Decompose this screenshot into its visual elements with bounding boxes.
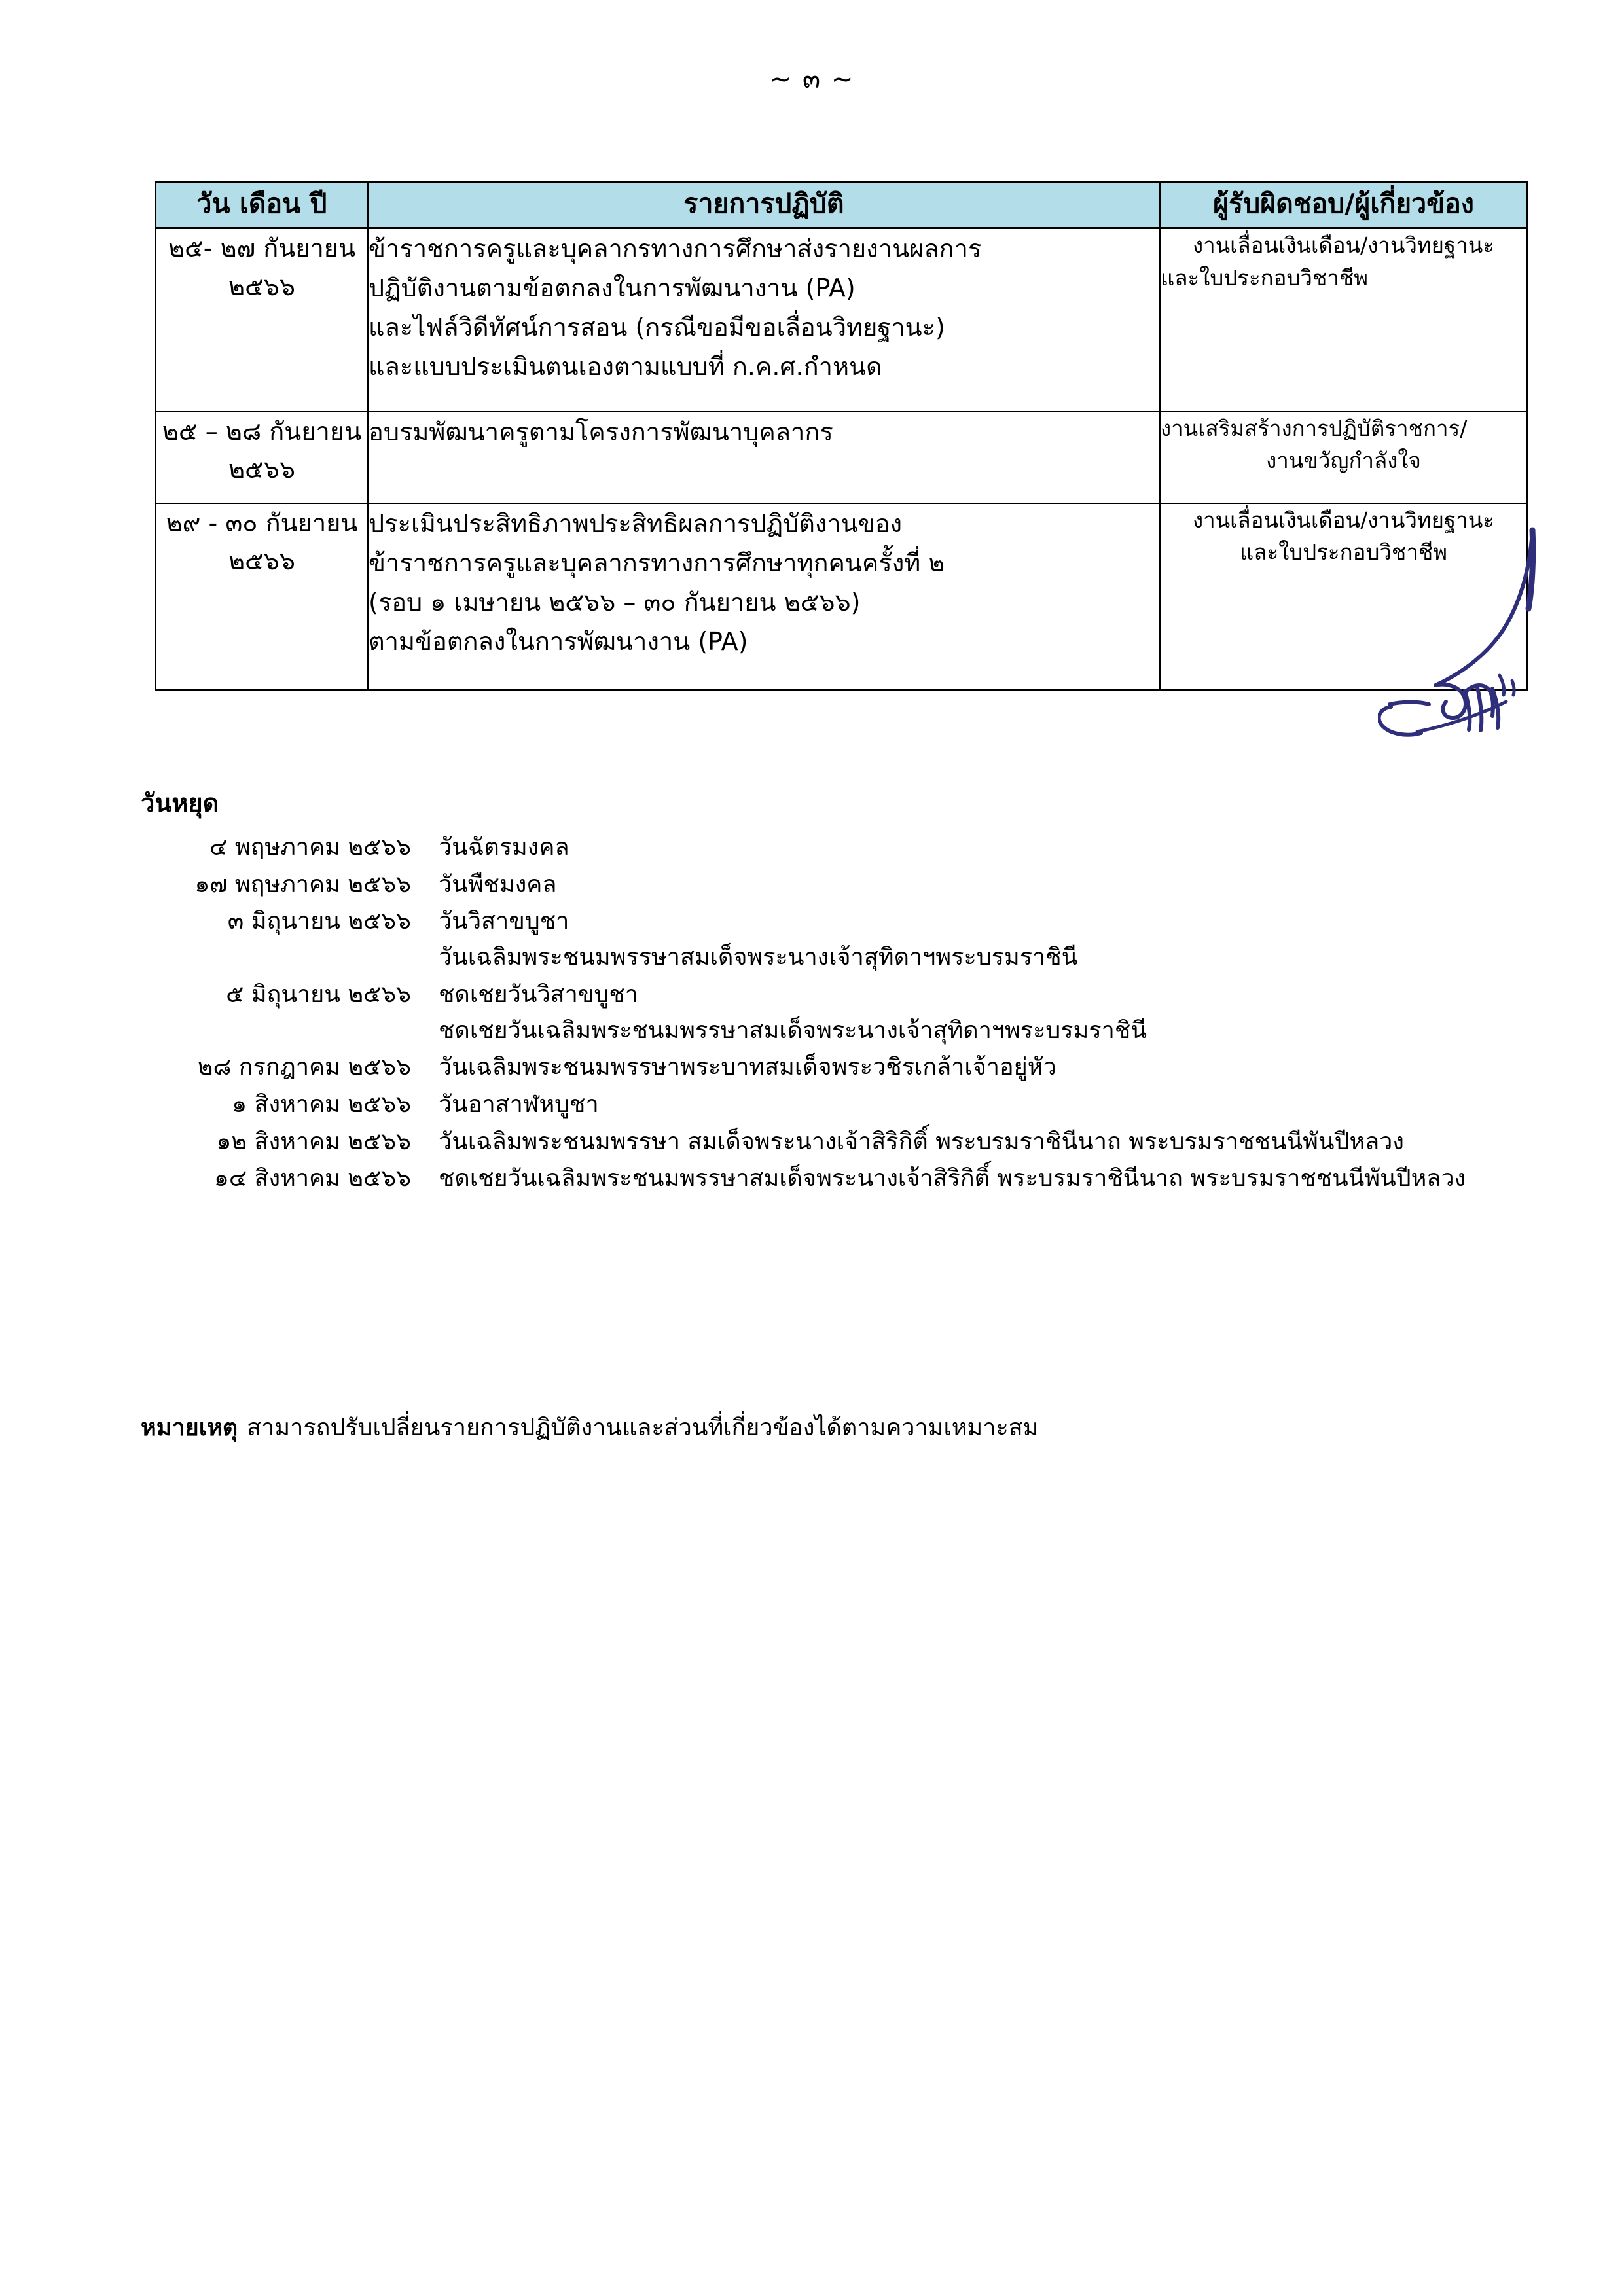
holiday-name: วันฉัตรมงคล	[439, 834, 569, 861]
detail-line: และแบบประเมินตนเองตามแบบที่ ก.ค.ศ.กำหนด	[369, 352, 882, 382]
cell-date	[156, 503, 368, 690]
holiday-name: วันเฉลิมพระชนมพรรษาสมเด็จพระนางเจ้าสุทิดาฯพระบรมราชินี	[439, 944, 1078, 971]
table-row	[156, 503, 1527, 690]
column-header-date: วัน เดือน ปี	[156, 182, 368, 228]
date-line: ๒๕ – ๒๘ กันยายน	[162, 416, 362, 446]
detail-line: ปฏิบัติงานตามข้อตกลงในการพัฒนางาน (PA)	[369, 274, 856, 303]
holiday-item	[141, 830, 1581, 866]
detail-line: และไฟล์วิดีทัศน์การสอน (กรณีขอมีขอเลื่อนวิทยฐานะ)	[369, 313, 945, 342]
detail-line: อบรมพัฒนาครูตามโครงการพัฒนาบุคลากร	[369, 417, 833, 446]
holiday-name: วันอาสาฬหบูชา	[439, 1091, 599, 1119]
cell-detail	[368, 228, 1160, 412]
holiday-name: วันพืชมงคล	[439, 870, 557, 898]
cell-detail	[368, 503, 1160, 690]
detail-line: (รอบ ๑ เมษายน ๒๕๖๖ – ๓๐ กันยายน ๒๕๖๖)	[369, 587, 861, 617]
cell-owner	[1160, 412, 1527, 503]
holiday-date: ๔ พฤษภาคม ๒๕๖๖	[209, 834, 411, 861]
holiday-names	[439, 904, 1581, 975]
column-header-owner: ผู้รับผิดชอบ/ผู้เกี่ยวข้อง	[1160, 182, 1527, 228]
date-line: ๒๕- ๒๗ กันยายน	[168, 234, 356, 262]
holiday-names	[439, 830, 1581, 866]
owner-line: และใบประกอบวิชาชีพ	[1239, 539, 1448, 565]
date-line: ๒๕๖๖	[228, 272, 296, 301]
date-line: ๒๙ - ๓๐ กันยายน	[166, 508, 358, 537]
cell-owner	[1160, 228, 1527, 412]
date-line: ๒๕๖๖	[228, 547, 296, 576]
table-body	[156, 228, 1527, 690]
holiday-name: ชดเชยวันเฉลิมพระชนมพรรษาสมเด็จพระนางเจ้าสิริกิติ์ พระบรมราชินีนาถ พระบรมราชชนนีพันปีหลวง	[439, 1165, 1466, 1193]
holiday-name: ชดเชยวันวิสาขบูชา	[439, 980, 638, 1008]
holiday-names	[439, 1124, 1581, 1160]
owner-line: งานเลื่อนเงินเดือน/งานวิทยฐานะ	[1192, 232, 1495, 258]
holiday-date: ๓ มิถุนายน ๒๕๖๖	[227, 908, 411, 935]
holiday-names	[439, 1050, 1581, 1086]
schedule-table	[155, 181, 1528, 691]
holiday-item	[141, 1050, 1581, 1086]
note-line	[141, 1408, 1038, 1446]
owner-line: และใบประกอบวิชาชีพ	[1161, 264, 1369, 291]
detail-line: ตามข้อตกลงในการพัฒนางาน (PA)	[369, 626, 748, 656]
cell-date	[156, 412, 368, 503]
holiday-item	[141, 1087, 1581, 1123]
holiday-name: วันเฉลิมพระชนมพรรษา สมเด็จพระนางเจ้าสิริกิติ์ พระบรมราชินีนาถ พระบรมราชชนนีพันปีหลวง	[439, 1128, 1404, 1155]
holiday-names	[439, 867, 1581, 903]
holiday-name: วันวิสาขบูชา	[439, 908, 569, 935]
holiday-names	[439, 1087, 1581, 1123]
holiday-item	[141, 867, 1581, 903]
detail-line: ข้าราชการครูและบุคลากรทางการศึกษาทุกคนครั้งที่ ๒	[369, 548, 945, 577]
holiday-names	[439, 977, 1581, 1049]
note-text: สามารถปรับเปลี่ยนรายการปฏิบัติงานและส่วนที่เกี่ยวข้องได้ตามความเหมาะสม	[247, 1414, 1039, 1441]
holiday-name: วันเฉลิมพระชนมพรรษาพระบาทสมเด็จพระวชิรเกล้าเจ้าอยู่หัว	[439, 1054, 1056, 1081]
holiday-date: ๒๘ กรกฎาคม ๒๕๖๖	[197, 1054, 411, 1081]
holiday-date: ๑๗ พฤษภาคม ๒๕๖๖	[194, 870, 411, 898]
date-line: ๒๕๖๖	[228, 455, 296, 484]
holidays-heading: วันหยุด	[141, 789, 219, 817]
table-row	[156, 412, 1527, 503]
holiday-date: ๑๒ สิงหาคม ๒๕๖๖	[216, 1128, 411, 1155]
holiday-names	[439, 1161, 1581, 1197]
owner-line: งานขวัญกำลังใจ	[1266, 448, 1421, 473]
table-header-row	[156, 182, 1527, 228]
cell-date	[156, 228, 368, 412]
holiday-date: ๑๔ สิงหาคม ๒๕๖๖	[214, 1165, 411, 1193]
owner-line: งานเสริมสร้างการปฏิบัติราชการ/	[1161, 415, 1468, 441]
holiday-item	[141, 977, 1581, 1049]
note-label: หมายเหตุ	[141, 1414, 238, 1441]
table-row	[156, 228, 1527, 412]
cell-detail	[368, 412, 1160, 503]
detail-line: ประเมินประสิทธิภาพประสิทธิผลการปฏิบัติงานของ	[369, 509, 903, 538]
holiday-date: ๕ มิถุนายน ๒๕๖๖	[226, 980, 411, 1008]
owner-line: งานเลื่อนเงินเดือน/งานวิทยฐานะ	[1192, 507, 1495, 533]
page-number-marker: ~ ๓ ~	[769, 64, 855, 94]
holiday-item	[141, 1124, 1581, 1160]
cell-owner	[1160, 503, 1527, 690]
holiday-item	[141, 1161, 1581, 1197]
holiday-item	[141, 904, 1581, 975]
detail-line: ข้าราชการครูและบุคลากรทางการศึกษาส่งรายงานผลการ	[369, 234, 982, 263]
holidays-list	[141, 830, 1581, 1198]
column-header-detail: รายการปฏิบัติ	[368, 182, 1160, 228]
table-header	[156, 182, 1527, 228]
holiday-date: ๑ สิงหาคม ๒๕๖๖	[232, 1091, 411, 1119]
holiday-name: ชดเชยวันเฉลิมพระชนมพรรษาสมเด็จพระนางเจ้าสุทิดาฯพระบรมราชินี	[439, 1016, 1147, 1044]
